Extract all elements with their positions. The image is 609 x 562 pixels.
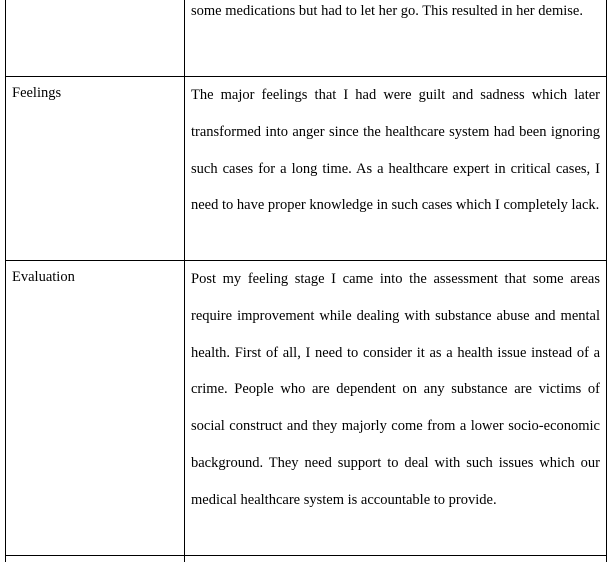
row-label-feelings: Feelings bbox=[12, 85, 62, 101]
row-label-evaluation: Evaluation bbox=[12, 269, 75, 285]
row-text-feelings: The major feelings that I had were guilt and sadness which later transformed into anger since the healthcare system had been ignoring such cases for a long time. As a healthcare expert in critical cases, I need to have proper knowledge in such cases which I completely lack. bbox=[191, 87, 600, 214]
row-label-cell bbox=[6, 0, 185, 77]
row-text-evaluation: Post my feeling stage I came into the assessment that some areas require improvement while dealing with substance abuse and mental health. First of all, I need to consider it as a health issue instead of a crime. People who are dependent on any substance are victims of social construct and they majorly come from a lower socio-economic background. They need support to deal with such issues which our medical healthcare system is accountable to provide. bbox=[191, 271, 600, 508]
row-text-cell bbox=[185, 261, 607, 556]
reflection-table bbox=[5, 0, 607, 562]
row-label-cell bbox=[6, 556, 185, 562]
row-text: some medications but had to let her go. This resulted in her demise. bbox=[191, 3, 583, 19]
row-label-cell bbox=[6, 261, 185, 556]
table-row-evaluation bbox=[6, 261, 607, 556]
table-row-feelings bbox=[6, 77, 607, 261]
row-text-cell bbox=[185, 556, 607, 562]
table-row-continued bbox=[6, 0, 607, 77]
row-text-cell bbox=[185, 0, 607, 77]
row-label-cell bbox=[6, 77, 185, 261]
table-row-next bbox=[6, 556, 607, 562]
row-text-cell bbox=[185, 77, 607, 261]
